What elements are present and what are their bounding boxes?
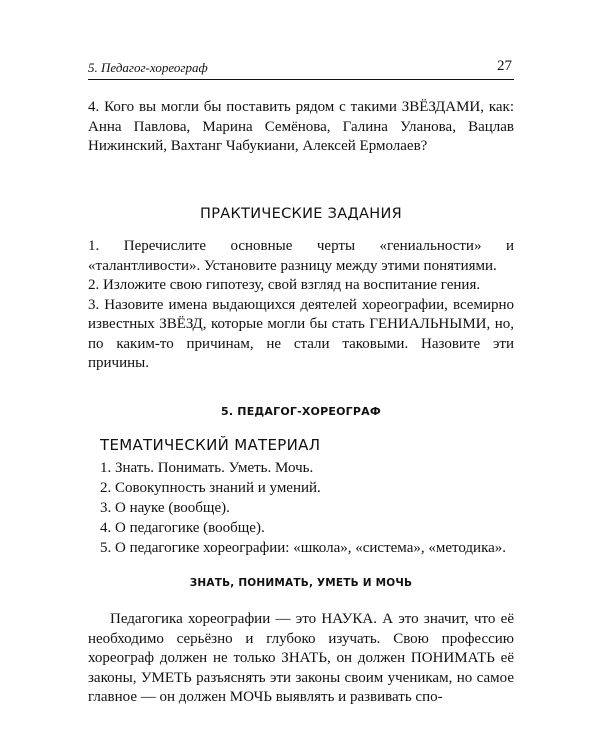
header-rule	[88, 79, 514, 80]
thematic-item-5: 5. О педагогике хореографии: «школа», «система», «методика».	[100, 540, 507, 556]
body-text	[88, 610, 514, 708]
practical-task-3: 3. Назовите имена выдающихся деятелей хореографии, всемирно известных ЗВЁЗД, которые могли бы стать ГЕНИАЛЬНЫМИ, но, по каким-то причинам, не стали таковыми. Назовите эти причины.	[88, 296, 514, 371]
subsection-title: ЗНАТЬ, ПОНИМАТЬ, УМЕТЬ И МОЧЬ	[189, 577, 413, 589]
practical-tasks-title: ПРАКТИЧЕСКИЕ ЗАДАНИЯ	[200, 206, 402, 222]
chapter-title: 5. ПЕДАГОГ-ХОРЕОГРАФ	[221, 405, 381, 418]
thematic-item-4: 4. О педагогике (вообще).	[100, 520, 265, 536]
running-head-title: 5. Педагог-хореограф	[88, 60, 208, 75]
page-number: 27	[497, 58, 512, 74]
question-4-text: 4. Кого вы могли бы поставить рядом с такими ЗВЁЗДАМИ, как: Анна Павлова, Марина Семёнова, Галина Уланова, Вацлав Нижинский, Вахтанг Чабукиани, Алексей Ермолаев?	[88, 99, 514, 154]
practical-task-2: 2. Изложите свою гипотезу, свой взгляд на воспитание гения.	[88, 277, 481, 293]
practical-task-1: 1. Перечислите основные черты «гениальности» и «талантливости». Установите разницу между этими понятиями.	[88, 238, 514, 274]
thematic-item-2: 2. Совокупность знаний и умений.	[100, 480, 321, 496]
thematic-material-title: ТЕМАТИЧЕСКИЙ МАТЕРИАЛ	[100, 436, 321, 454]
thematic-material-list	[100, 458, 520, 558]
practical-tasks-list	[88, 237, 514, 374]
body-paragraph: Педагогика хореографии — это НАУКА. А это значит, что её необходимо серьёзно и глубоко изучать. Свою профессию хореограф должен не только ЗНАТЬ, он должен ПОНИМАТЬ её законы, УМЕТЬ разъяснять эти законы своим ученикам, но самое главное — он должен МОЧЬ выявлять и развивать спо-	[88, 611, 514, 705]
question-4	[88, 98, 514, 157]
thematic-item-3: 3. О науке (вообще).	[100, 500, 230, 516]
thematic-item-1: 1. Знать. Понимать. Уметь. Мочь.	[100, 460, 314, 476]
